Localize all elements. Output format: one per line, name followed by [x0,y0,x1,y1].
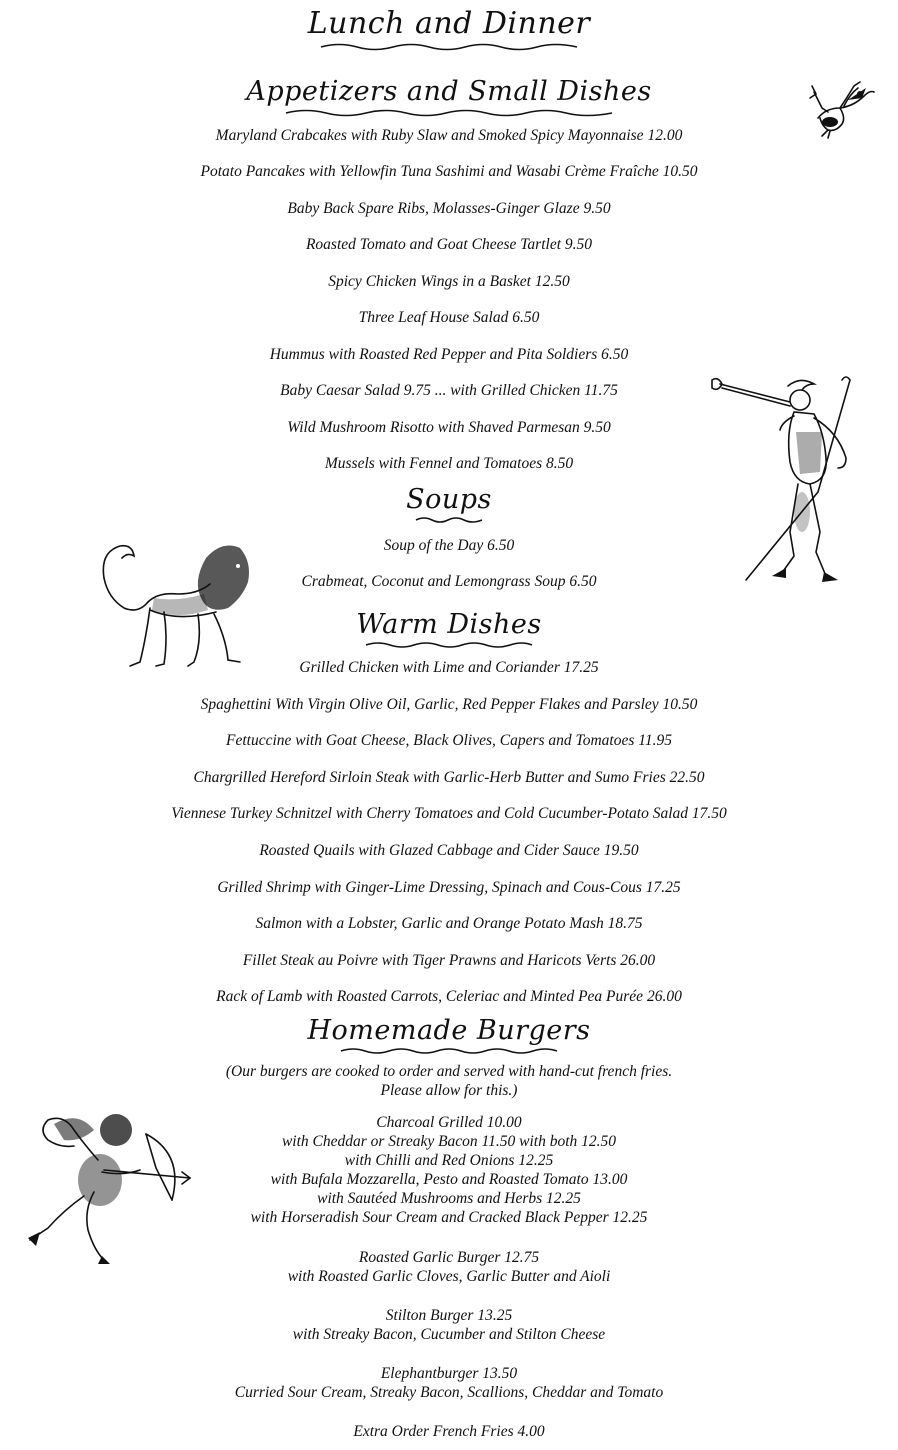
warm-item: Chargrilled Hereford Sirloin Steak with Garlic-Herb Butter and Sumo Fries 22.50 [193,769,705,786]
burger-note [0,1062,898,1100]
warm-item: Grilled Shrimp with Ginger-Lime Dressing, Spinach and Cous-Cous 17.25 [217,879,681,896]
appetizer-item: Hummus with Roasted Red Pepper and Pita Soldiers 6.50 [269,346,629,363]
burgers-heading-block [0,1015,898,1056]
title-underline [319,41,579,53]
burger-line: Elephantburger 13.50 [380,1365,518,1382]
warm-item: Rack of Lamb with Roasted Carrots, Celeriac and Minted Pea Purée 26.00 [216,988,682,1005]
appetizer-item: Baby Caesar Salad 9.75 ... with Grilled Chicken 11.75 [280,382,618,399]
burger-note-line: (Our burgers are cooked to order and served with hand-cut french fries. [225,1063,673,1080]
appetizers-underline [284,107,614,119]
appetizer-item: Wild Mushroom Risotto with Shaved Parmesan 9.50 [287,419,611,436]
appetizers-heading-block [0,76,898,119]
soups-underline [414,515,484,525]
burger-line: with Sautéed Mushrooms and Herbs 12.25 [317,1190,581,1207]
appetizer-item: Potato Pancakes with Yellowfin Tuna Sashimi and Wasabi Crème Fraîche 10.50 [200,163,698,180]
burgers-underline [339,1046,559,1056]
burgers-heading: Homemade Burgers [307,1015,591,1046]
burger-line: Roasted Garlic Burger 12.75 [358,1249,540,1266]
burger-note-line: Please allow for this.) [380,1082,518,1099]
warm-item: Roasted Quails with Glazed Cabbage and Cider Sauce 19.50 [259,842,639,859]
lion-illustration [98,538,254,672]
appetizer-item: Three Leaf House Salad 6.50 [358,309,540,326]
warm-underline [364,640,534,650]
burger-line: with Roasted Garlic Cloves, Garlic Butter and Aioli [287,1268,611,1285]
burger-line: with Cheddar or Streaky Bacon 11.50 with both 12.50 [281,1133,617,1150]
menu-title: Lunch and Dinner [307,6,591,41]
warm-item: Salmon with a Lobster, Garlic and Orange Potato Mash 18.75 [255,915,643,932]
appetizer-item: Spicy Chicken Wings in a Basket 12.50 [328,273,570,290]
warm-item: Viennese Turkey Schnitzel with Cherry Tomatoes and Cold Cucumber-Potato Salad 17.50 [171,805,727,822]
burger-line: Curried Sour Cream, Streaky Bacon, Scallions, Cheddar and Tomato [234,1384,664,1401]
burger-line: with Chilli and Red Onions 12.25 [344,1152,554,1169]
appetizer-item: Roasted Tomato and Goat Cheese Tartlet 9.50 [305,236,593,253]
extra-fries: Extra Order French Fries 4.00 [353,1423,545,1440]
stilton-burger-group [0,1306,898,1344]
warm-item: Grilled Chicken with Lime and Coriander 17.25 [299,659,599,676]
burger-line: with Bufala Mozzarella, Pesto and Roasted Tomato 13.00 [270,1171,628,1188]
burger-line: Stilton Burger 13.25 [385,1307,513,1324]
appetizer-item: Maryland Crabcakes with Ruby Slaw and Smoked Spicy Mayonnaise 12.00 [215,127,683,144]
soup-item: Crabmeat, Coconut and Lemongrass Soup 6.50 [301,573,597,590]
cupid-illustration [24,1100,194,1266]
appetizers-heading: Appetizers and Small Dishes [246,76,652,107]
menu-title-block [0,6,898,53]
appetizer-item: Mussels with Fennel and Tomatoes 8.50 [324,455,574,472]
warm-item: Fettuccine with Goat Cheese, Black Olives, Capers and Tomatoes 11.95 [226,732,672,749]
burger-line: Charcoal Grilled 10.00 [376,1114,522,1131]
warm-item: Spaghettini With Virgin Olive Oil, Garlic, Red Pepper Flakes and Parsley 10.50 [200,696,698,713]
burger-line: with Streaky Bacon, Cucumber and Stilton Cheese [292,1326,606,1343]
elephant-burger-group [0,1364,898,1402]
warm-item: Fillet Steak au Poivre with Tiger Prawns and Haricots Verts 26.00 [242,952,656,969]
trumpeter-illustration [710,372,856,588]
bird-illustration [808,78,880,140]
burger-line: with Horseradish Sour Cream and Cracked Black Pepper 12.25 [250,1209,648,1226]
soups-heading: Soups [406,484,492,515]
appetizer-item: Baby Back Spare Ribs, Molasses-Ginger Glaze 9.50 [287,200,611,217]
soup-item: Soup of the Day 6.50 [383,537,515,554]
warm-dishes-heading: Warm Dishes [356,609,542,640]
